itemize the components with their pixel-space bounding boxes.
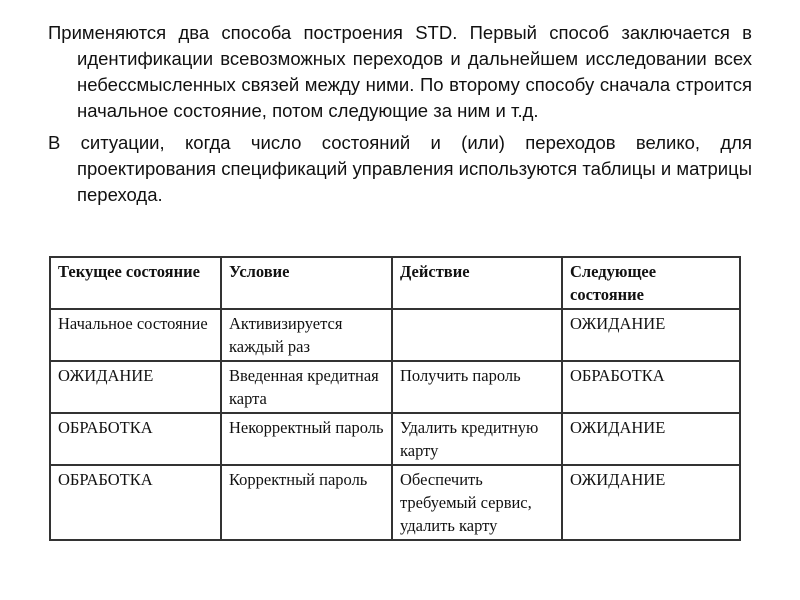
transition-table <box>49 256 741 541</box>
cell-current-state: ОЖИДАНИЕ <box>50 361 221 413</box>
body-text <box>48 20 752 214</box>
table-row <box>50 465 740 540</box>
paragraph-transition-tables: В ситуации, когда число состояний и (или) переходов велико, для проектирования спецификаций управления используются таблицы и матрицы перехода. <box>48 132 752 205</box>
cell-action <box>392 309 562 361</box>
header-action: Действие <box>392 257 562 309</box>
table-header-row <box>50 257 740 309</box>
cell-condition: Активизируется каждый раз <box>221 309 392 361</box>
cell-action: Удалить кредитную карту <box>392 413 562 465</box>
table-row <box>50 413 740 465</box>
table-row <box>50 309 740 361</box>
header-current-state: Текущее состояние <box>50 257 221 309</box>
cell-next-state: ОБРАБОТКА <box>562 361 740 413</box>
paragraph-std-methods: Применяются два способа построения STD. Первый способ заключается в идентификации всевозможных переходов и дальнейшем исследовании всех небессмысленных связей между ними. По второму способу сначала строится начальное состояние, потом следующие за ним и т.д. <box>48 22 752 121</box>
cell-action: Обеспечить требуемый сервис, удалить карту <box>392 465 562 540</box>
cell-next-state: ОЖИДАНИЕ <box>562 309 740 361</box>
cell-next-state: ОЖИДАНИЕ <box>562 413 740 465</box>
transition-table-container <box>49 256 739 541</box>
cell-current-state: Начальное состояние <box>50 309 221 361</box>
cell-condition: Корректный пароль <box>221 465 392 540</box>
cell-current-state: ОБРАБОТКА <box>50 413 221 465</box>
table-row <box>50 361 740 413</box>
header-condition: Условие <box>221 257 392 309</box>
cell-current-state: ОБРАБОТКА <box>50 465 221 540</box>
cell-condition: Введенная кредитная карта <box>221 361 392 413</box>
cell-condition: Некорректный пароль <box>221 413 392 465</box>
header-next-state: Следующее состояние <box>562 257 740 309</box>
cell-next-state: ОЖИДАНИЕ <box>562 465 740 540</box>
cell-action: Получить пароль <box>392 361 562 413</box>
